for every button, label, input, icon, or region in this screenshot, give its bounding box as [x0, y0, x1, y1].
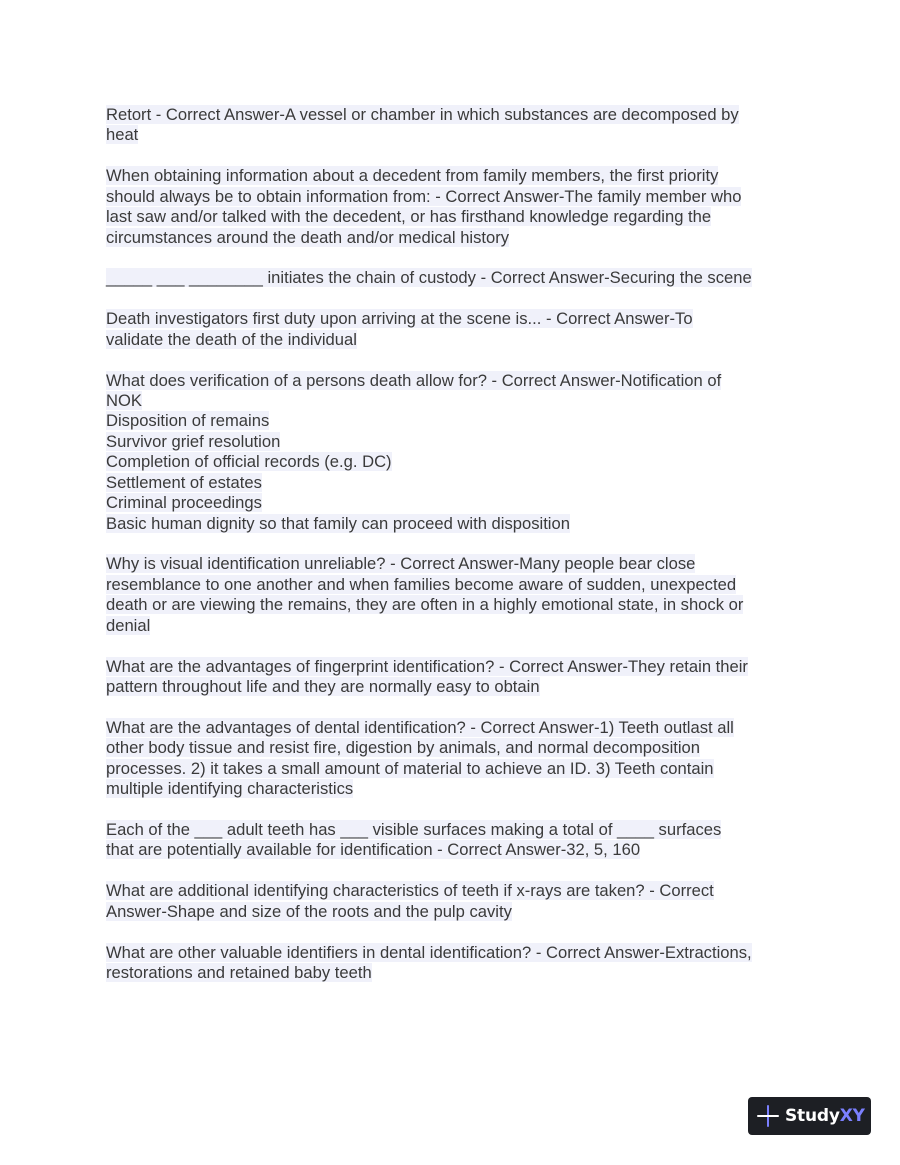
brand-main: Study: [785, 1106, 840, 1126]
plus-icon: [757, 1105, 779, 1127]
qa-item: [106, 820, 806, 861]
qa-text: What are the advantages of dental identification? - Correct Answer-1) Teeth outlast all other body tissue and resist fire, digestion by animals, and normal decomposition processes. 2) it takes a small amount of material to achieve an ID. 3) Teeth contain multiple identifying characteristics: [106, 717, 734, 799]
qa-text: When obtaining information about a decedent from family members, the first priority should always be to obtain information from: - Correct Answer-The family member who last saw and/or talked with the decedent, or has firsthand knowledge regarding the circumstances around the death and/or medical history: [106, 166, 742, 247]
qa-text: What are the advantages of fingerprint identification? - Correct Answer-They retain their pattern throughout life and they are normally easy to obtain: [106, 656, 748, 696]
qa-item: [106, 943, 806, 984]
qa-item: [106, 718, 806, 800]
qa-item: [106, 166, 806, 248]
qa-text: Death investigators first duty upon arriving at the scene is... - Correct Answer-To validate the death of the individual: [106, 309, 693, 349]
qa-text: Retort - Correct Answer-A vessel or chamber in which substances are decomposed by heat: [106, 105, 739, 145]
qa-item: [106, 309, 806, 350]
qa-text: Each of the ___ adult teeth has ___ visible surfaces making a total of ____ surfaces that are potentially available for identification - Correct Answer-32, 5, 160: [106, 819, 722, 860]
brand-name: [785, 1106, 865, 1126]
qa-item: [106, 105, 806, 146]
qa-text: What are other valuable identifiers in dental identification? - Correct Answer-Extractions, restorations and retained baby teeth: [106, 942, 752, 982]
studyxy-badge[interactable]: [748, 1097, 871, 1135]
qa-item: [106, 881, 806, 922]
qa-text: _____ ___ ________ initiates the chain of custody - Correct Answer-Securing the scene: [106, 268, 752, 288]
qa-item: [106, 554, 806, 636]
qa-text: What does verification of a persons death allow for? - Correct Answer-Notification of NOK Disposition of remains Survivor grief resolution Completion of official records (e.g. DC) Settlement of estates Criminal proceedings Basic human dignity so that family can proceed with disposition: [106, 370, 722, 533]
document-body: [106, 105, 806, 1004]
qa-item: [106, 657, 806, 698]
qa-text: Why is visual identification unreliable? - Correct Answer-Many people bear close resemblance to one another and when families become aware of sudden, unexpected death or are viewing the remains, they are often in a highly emotional state, in shock or denial: [106, 554, 744, 635]
qa-text: What are additional identifying characteristics of teeth if x-rays are taken? - Correct Answer-Shape and size of the roots and the pulp cavity: [106, 881, 714, 921]
qa-item: [106, 371, 806, 534]
brand-accent: XY: [839, 1106, 865, 1126]
qa-item: [106, 268, 806, 288]
